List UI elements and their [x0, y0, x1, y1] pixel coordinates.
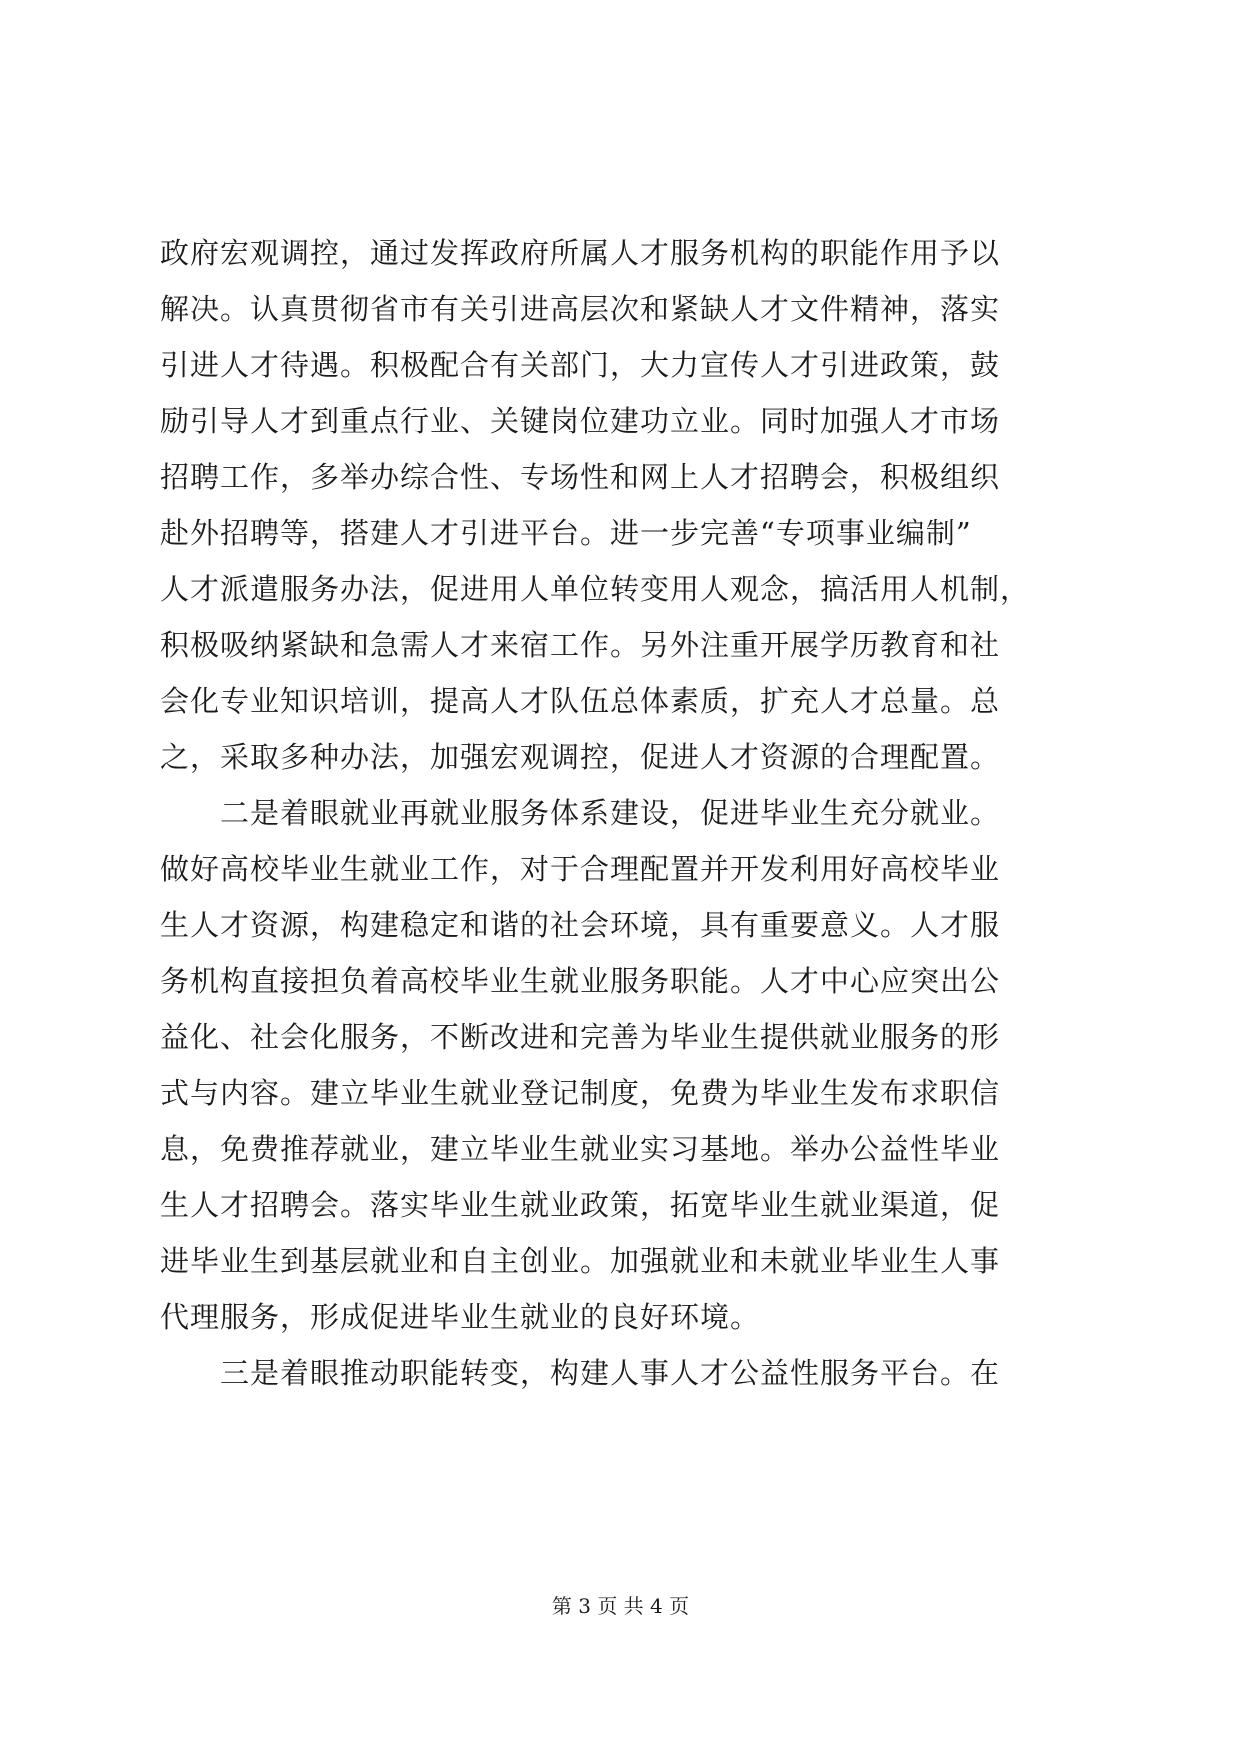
text-line: 务机构直接担负着高校毕业生就业服务职能。人才中心应突出公	[160, 964, 1001, 998]
page-number: 第 3 页 共 4 页	[551, 1594, 690, 1618]
text-line: 益化、社会化服务，不断改进和完善为毕业生提供就业服务的形	[160, 1020, 1001, 1054]
text-line: 做好高校毕业生就业工作，对于合理配置并开发利用好高校毕业	[160, 852, 1001, 886]
text-line: 三是着眼推动职能转变，构建人事人才公益性服务平台。在	[160, 1356, 1001, 1390]
page-footer	[0, 1592, 1241, 1620]
text-line: 励引导人才到重点行业、关键岗位建功立业。同时加强人才市场	[160, 404, 1001, 438]
text-line: 息，免费推荐就业，建立毕业生就业实习基地。举办公益性毕业	[160, 1132, 1001, 1166]
text-line: 进毕业生到基层就业和自主创业。加强就业和未就业毕业生人事	[160, 1244, 1001, 1278]
text-line: 之，采取多种办法，加强宏观调控，促进人才资源的合理配置。	[160, 740, 1001, 774]
text-line: 二是着眼就业再就业服务体系建设，促进毕业生充分就业。	[160, 796, 1001, 830]
text-line: 赴外招聘等，搭建人才引进平台。进一步完善“专项事业编制”	[160, 516, 972, 550]
text-line: 会化专业知识培训，提高人才队伍总体素质，扩充人才总量。总	[160, 684, 1001, 718]
text-line: 积极吸纳紧缺和急需人才来宿工作。另外注重开展学历教育和社	[160, 628, 1001, 662]
text-line: 政府宏观调控，通过发挥政府所属人才服务机构的职能作用予以	[160, 236, 1001, 270]
text-line: 人才派遣服务办法，促进用人单位转变用人观念，搞活用人机制，	[160, 572, 1031, 606]
document-body	[160, 225, 1080, 1401]
text-line: 式与内容。建立毕业生就业登记制度，免费为毕业生发布求职信	[160, 1076, 1001, 1110]
text-line: 引进人才待遇。积极配合有关部门，大力宣传人才引进政策，鼓	[160, 348, 1001, 382]
text-line: 生人才资源，构建稳定和谐的社会环境，具有重要意义。人才服	[160, 908, 1001, 942]
text-line: 代理服务，形成促进毕业生就业的良好环境。	[160, 1300, 761, 1334]
text-line: 解决。认真贯彻省市有关引进高层次和紧缺人才文件精神，落实	[160, 292, 1001, 326]
text-line: 生人才招聘会。落实毕业生就业政策，拓宽毕业生就业渠道，促	[160, 1188, 1001, 1222]
text-line: 招聘工作，多举办综合性、专场性和网上人才招聘会，积极组织	[160, 460, 1001, 494]
